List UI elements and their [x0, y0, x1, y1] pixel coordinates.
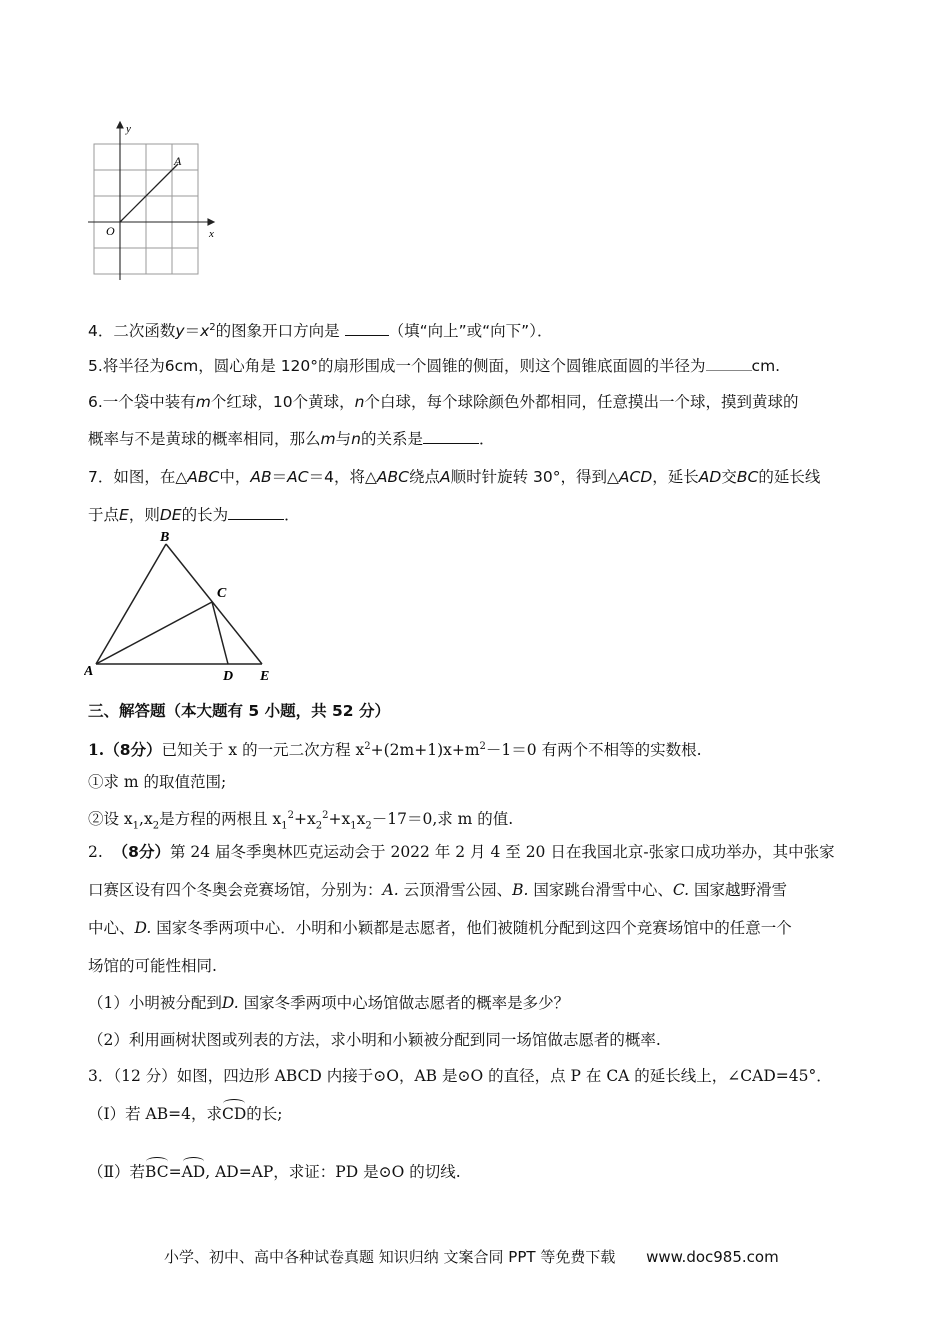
- answer-blank[interactable]: [345, 321, 389, 336]
- problem-3-part-1: （Ⅰ）若 AB=4，求CD的长;: [88, 1105, 283, 1123]
- footer-text: 小学、初中、高中各种试卷真题 知识归纳 文案合同 PPT 等免费下载: [164, 1248, 616, 1266]
- answer-blank[interactable]: [706, 356, 752, 371]
- axes: [88, 122, 214, 280]
- section-title: 三、解答题（本大题有 5 小题，共 52 分）: [88, 702, 390, 720]
- point-a-label: A: [174, 154, 182, 168]
- question-5: 5.将半径为6cm，圆心角是 120°的扇形围成一个圆锥的侧面，则这个圆锥底面圆的半径为 cm.: [88, 357, 781, 375]
- triangle-figure: [84, 528, 284, 686]
- p1-number: 1.: [88, 740, 105, 760]
- problem-1: 1.（8分）已知关于 x 的一元二次方程 $x^2+(2m+1)x+m^2-1=0$ 有两个不相等的实数根.: [88, 740, 702, 760]
- problem-2-part-1: （1）小明被分配到D. 国家冬季两项中心场馆做志愿者的概率是多少？: [88, 994, 570, 1012]
- problem-3-part-2: （Ⅱ）若BC=AD, AD=AP，求证：PD 是⊙O 的切线.: [88, 1163, 461, 1181]
- arc-bc: BC: [145, 1163, 169, 1181]
- q4-number: 4．: [88, 322, 114, 341]
- arc-ad: AD: [181, 1163, 206, 1181]
- footer: [164, 1246, 779, 1267]
- q7-number: 7．: [88, 468, 114, 486]
- p2-number: 2.: [88, 843, 103, 861]
- answer-blank[interactable]: [423, 429, 479, 444]
- label-e: E: [260, 669, 270, 684]
- question-7-line-2: 于点E，则DE的长为 ．: [88, 506, 300, 524]
- segment-be: [166, 544, 262, 664]
- label-d: D: [223, 669, 234, 684]
- grid-lines: [94, 144, 198, 274]
- problem-2-line-3: 中心、D. 国家冬季两项中心．小明和小颖都是志愿者，他们被随机分配到这四个竞赛场馆中的任意一个: [88, 919, 792, 937]
- label-a: A: [84, 664, 94, 679]
- problem-2-part-2: （2）利用画树状图或列表的方法，求小明和小颖被分配到同一场馆做志愿者的概率.: [88, 1031, 661, 1049]
- answer-blank[interactable]: [228, 505, 284, 520]
- problem-3-line-1: 3．（12 分）如图，四边形 ABCD 内接于⊙O，AB 是⊙O 的直径，点 P 在 CA 的延长线上，∠CAD=45°．: [88, 1067, 832, 1085]
- question-6-line-2: 概率与不是黄球的概率相同，那么m与n的关系是 ．: [88, 430, 495, 448]
- origin-label: O: [106, 224, 115, 238]
- arc-cd: CD: [221, 1105, 247, 1123]
- problem-1-part-1: ①求 m 的取值范围;: [88, 773, 227, 791]
- question-7-line-1: 7．如图，在△ABC中，AB＝AC＝4，将△ABC绕点A顺时针旋转 30°，得到△ACD，延长AD交BC的延长线: [88, 468, 821, 486]
- segment-oa: [120, 164, 178, 222]
- question-6-line-1: 6.一个袋中装有m个红球，10个黄球，n个白球，每个球除颜色外都相同，任意摸出一个球，摸到黄球的: [88, 393, 799, 411]
- y-axis-label: y: [126, 123, 131, 135]
- question-4: 4．二次函数$y=x^2$的图象开口方向是 （填“向上”或“向下”）．: [88, 322, 553, 341]
- problem-2-line-4: 场馆的可能性相同.: [88, 957, 217, 975]
- problem-2-line-2: 口赛区设有四个冬奥会竞赛场馆，分别为：A. 云顶滑雪公园、B. 国家跳台滑雪中心、C. 国家越野滑雪: [88, 881, 788, 899]
- x-axis-label: x: [209, 228, 214, 240]
- footer-link[interactable]: www.doc985.com: [646, 1248, 779, 1266]
- coordinate-grid-figure: [88, 118, 228, 280]
- problem-1-part-2: ②设 $x_1,x_2$是方程的两根且 $x_1^2+x_2^2+x_1x_2-17=0$,求 m 的值.: [88, 810, 514, 832]
- problem-2-line-1: 2. （8分）第 24 届冬季奥林匹克运动会于 2022 年 2 月 4 至 20 日在我国北京-张家口成功举办，其中张家: [88, 843, 835, 861]
- label-b: B: [160, 530, 170, 545]
- label-c: C: [217, 586, 227, 601]
